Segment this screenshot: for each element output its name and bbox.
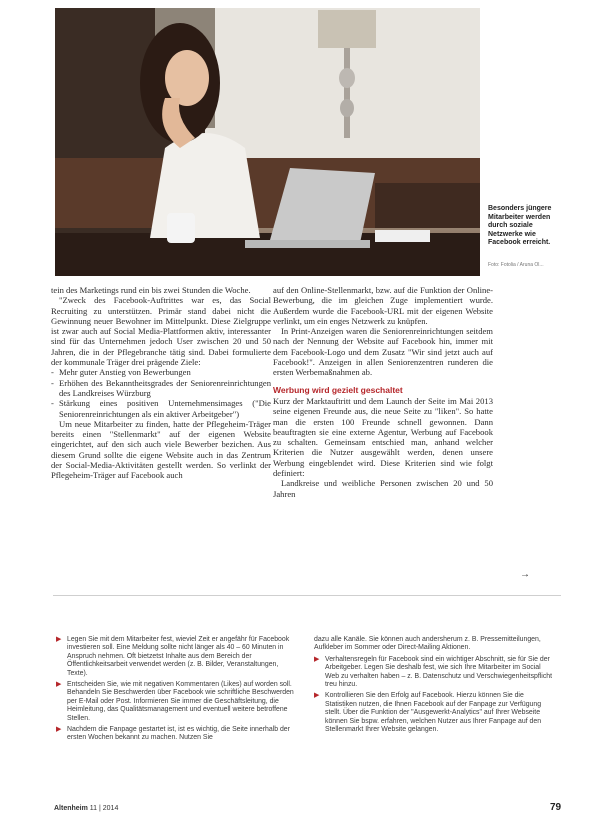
goals-list [51, 367, 271, 418]
paragraph: Landkreise und weibliche Personen zwischen 20 und 50 Jahren [273, 478, 493, 499]
continue-arrow-icon: → [520, 569, 530, 580]
tip-item [314, 656, 556, 690]
tip-text: Entscheiden Sie, wie mit negativen Kommentaren (Likes) auf worden soll. Behandeln Sie Beschwerden über Facebook wie schriftliche Beschwerden per E-Mail oder Post. Informieren Sie immer die Geschäftsleitung, die Heimleitung, das Qualitätsmanagement und eventuell weitere betroffene Stellen. [67, 681, 294, 722]
bullet-icon: ▶ [56, 726, 62, 734]
paragraph: auf den Online-Stellenmarkt, bzw. auf die Funktion der Online-Bewerbung, die im gleichen Zuge implementiert wurde. Außerdem wurde die Facebook-URL mit der eigenen Website verlinkt, um ein enges Netzwerk zu knüpfen. [273, 285, 493, 326]
tip-text: Verhaltensregeln für Facebook sind ein wichtiger Abschnitt, sie für Sie der Arbeitgeber. Legen Sie deshalb fest, wie sich Ihre Mitarbeiter im Social Web zu verhalten haben – z. B. Datenschutz und Verschwiegenheitspflicht treu hinzu. [325, 655, 553, 689]
issue-number: 11 | 2014 [89, 805, 119, 812]
tip-continuation [314, 636, 556, 653]
photo-caption: Besonders jüngere Mitarbeiter werden durch soziale Netzwerke wie Facebook erreicht. [488, 205, 552, 246]
tip-text: dazu alle Kanäle. Sie können auch andersherum z. B. Pressemitteilungen, Aufkleber im Sommer oder Direct-Mailing Aktionen. [314, 636, 541, 652]
paragraph: Um neue Mitarbeiter zu finden, hatte der Pflegeheim-Träger bereits einen "Stellenmarkt" auf der eigenen Website eingerichtet, auf den sich auch viele Bewerber bezichen. Aus diesem Grund sollte die eigene Website auch in das Zentrum der Social-Media-Aktivitäten gestellt werden. So verlinkt der Pflegeheim-Träger auf Facebook auch [51, 418, 271, 481]
article-column-right [273, 285, 493, 499]
footer-publication [54, 805, 118, 812]
list-item: - Stärkung eines positiven Unternehmensimages ("Die Seniorenreinrichtungen als ein aktiver Arbeitgeber") [51, 398, 271, 419]
photo-illustration [55, 8, 480, 276]
bullet-icon: ▶ [56, 636, 62, 643]
bullet-icon: ▶ [314, 692, 320, 700]
tip-text: Legen Sie mit dem Mitarbeiter fest, wieviel Zeit er angefähr für Facebook investieren soll. Eine Meldung sollte nicht länger als 40 – 60 Minuten in Anspruch nehmen. Oft bietzetst Inhalte aus dem Bereich der Öffentlichkeitsarbeit verwendet werden (z. B. Bilder, Veranstaltungen, Texte). [67, 636, 290, 677]
tip-item [56, 726, 298, 743]
paragraph: tein des Marketings rund ein bis zwei Stunden die Woche. [51, 285, 251, 295]
section-divider [53, 595, 561, 596]
tip-item [56, 681, 298, 723]
tips-column-left [56, 636, 298, 746]
bullet-icon: ▶ [314, 655, 320, 663]
article-photo [55, 8, 480, 276]
publication-name: Altenheim [54, 805, 88, 812]
bullet-icon: ▶ [56, 681, 62, 689]
section-heading: Werbung wird gezielt geschaltet [273, 384, 403, 395]
tips-column-right [314, 636, 556, 737]
article-column-left [51, 285, 271, 481]
paragraph: "Zweck des Facebook-Auftrittes war es, das Social Recruiting zu unterstützen. Primär stand dabei nicht die Gewinnung neuer Bewohner im Mittelpunkt. Diese Zielgruppe ist zwar auch auf Social Media-Plattformen aktiv, interessanter sind für das Unternehmen jedoch User zwischen 20 und 50 Jahren, die in der Pflegebranche tätig sind. Dabei formulierte der kommunale Träger drei prägende Ziele: [51, 295, 271, 368]
list-item: - Erhöhen des Bekanntheitsgrades der Seniorenreinrichtungen des Landkreises Würzburg [51, 378, 271, 399]
tip-item [314, 692, 556, 734]
tip-item [56, 636, 298, 678]
photo-credit: Foto: Fotolia / Aruna Ol... [488, 262, 544, 268]
paragraph: In Print-Anzeigen waren die Seniorenreinrichtungen seitdem nach der Nennung der Website auf Facebook hin, immer mit dem Facebook-Logo und dem Zusatz "Wir sind jetzt auch auf Facebook!". Anzeigen in allen Seniorenzentren runderen die ersten Werbemaßnahmen ab. [273, 326, 493, 378]
tip-text: Nachdem die Fanpage gestartet ist, ist es wichtig, die Seite innerhalb der ersten Wochen bekannt zu machen. Nutzen Sie [67, 726, 290, 742]
tip-text: Kontrollieren Sie den Erfolg auf Facebook. Hierzu können Sie die Statistiken nutzen, die Ihnen Facebook auf der Fanpage zur Verfügung stellt. Über die Funktion der "Ausgewerkt-Analytics" auf Ihrer Webseite können Sie bspw. erfahren, welchen Nutzer aus Ihrer Fanpage auf den Stellenmarkt Ihrer Website gelangen. [325, 692, 542, 734]
page-number: 79 [550, 802, 562, 813]
paragraph: Kurz der Marktauftritt und dem Launch der Seite im Mai 2013 seine eigenen Freunde aus, die neue Seite zu "liken". So hatte man die ersten 100 Freunde schnell gewonnen. Dann beauftragten sie eine externe Agentur, Werbung auf Facebook zu schalten. Gemeinsam entschied man, anhand welcher Kriterien die Nutzer ausgewählt werden, denen unsere Werbung eingeblendet wird. Diese Kriterien sind wie folgt definiert: [273, 395, 493, 479]
list-item: - Mehr guter Anstieg von Bewerbungen [51, 367, 271, 377]
